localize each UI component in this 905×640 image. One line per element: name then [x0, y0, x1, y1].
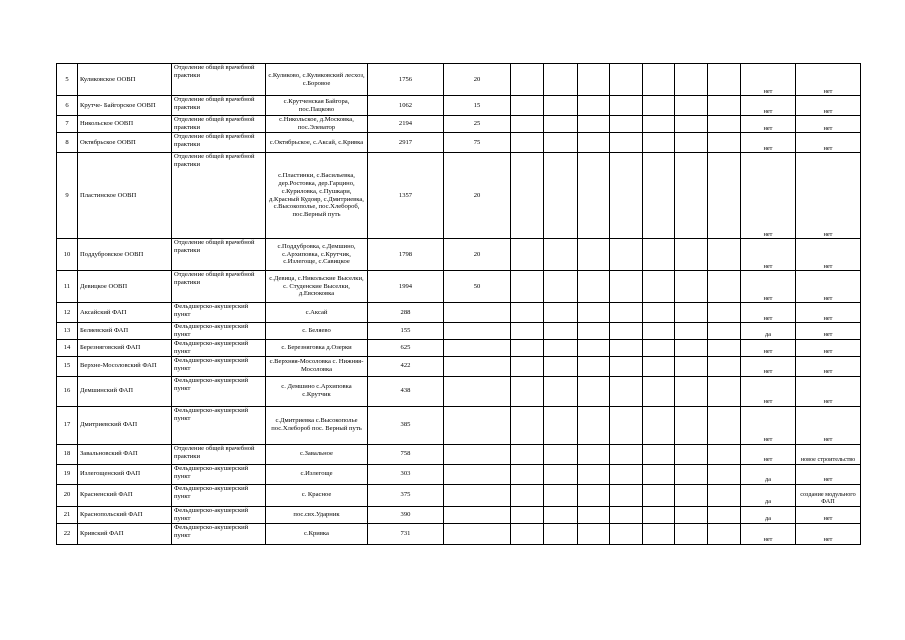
- empty-cell: [610, 339, 643, 356]
- empty-cell: [544, 484, 578, 506]
- empty-cell: [544, 523, 578, 544]
- facility-type: Отделение общей врачебной практики: [172, 64, 266, 96]
- empty-cell: [610, 376, 643, 406]
- facility-name: Красненский ФАП: [78, 484, 172, 506]
- flag-cell-1: нет: [741, 444, 796, 464]
- capacity-value: 20: [444, 239, 511, 271]
- flag-cell-1: нет: [741, 64, 796, 96]
- served-settlements: с.Аксай: [266, 303, 368, 323]
- empty-cell: [511, 323, 544, 340]
- capacity-value: 20: [444, 64, 511, 96]
- empty-cell: [708, 484, 741, 506]
- empty-cell: [708, 356, 741, 376]
- capacity-value: [444, 464, 511, 484]
- empty-cell: [675, 406, 708, 444]
- capacity-value: [444, 376, 511, 406]
- population: 2917: [368, 133, 444, 153]
- empty-cell: [544, 303, 578, 323]
- capacity-value: [444, 484, 511, 506]
- served-settlements: с.Кривка: [266, 523, 368, 544]
- empty-cell: [610, 153, 643, 239]
- served-settlements: с.Октябрьское, с.Аксай, с.Кривка: [266, 133, 368, 153]
- served-settlements: с.Поддубровка, с.Демшино, с.Архиповка, с.Крутчик, с.Излегоще, с.Савицкое: [266, 239, 368, 271]
- empty-cell: [610, 239, 643, 271]
- flag-cell-2: нет: [796, 239, 861, 271]
- empty-cell: [511, 356, 544, 376]
- row-number: 17: [57, 406, 78, 444]
- table-row: [57, 64, 861, 96]
- empty-cell: [643, 339, 675, 356]
- empty-cell: [643, 484, 675, 506]
- served-settlements: с. Красное: [266, 484, 368, 506]
- facility-name: Девицкое ООВП: [78, 271, 172, 303]
- served-settlements: с. Демшино с.Архиповка с.Крутчик: [266, 376, 368, 406]
- flag-cell-1: нет: [741, 96, 796, 116]
- empty-cell: [708, 133, 741, 153]
- flag-cell-1: нет: [741, 133, 796, 153]
- table-row: [57, 376, 861, 406]
- flag-cell-1: нет: [741, 523, 796, 544]
- row-number: 12: [57, 303, 78, 323]
- table-row: [57, 96, 861, 116]
- facility-name: Завальновский ФАП: [78, 444, 172, 464]
- empty-cell: [643, 96, 675, 116]
- empty-cell: [511, 239, 544, 271]
- empty-cell: [578, 153, 610, 239]
- empty-cell: [610, 116, 643, 133]
- capacity-value: 15: [444, 96, 511, 116]
- empty-cell: [544, 271, 578, 303]
- row-number: 19: [57, 464, 78, 484]
- row-number: 5: [57, 64, 78, 96]
- facility-type: Фельдшерско-акушерский пункт: [172, 406, 266, 444]
- empty-cell: [610, 133, 643, 153]
- empty-cell: [708, 96, 741, 116]
- flag-cell-2: нет: [796, 376, 861, 406]
- empty-cell: [544, 406, 578, 444]
- empty-cell: [511, 271, 544, 303]
- empty-cell: [643, 64, 675, 96]
- empty-cell: [610, 444, 643, 464]
- empty-cell: [708, 271, 741, 303]
- empty-cell: [544, 323, 578, 340]
- population: 758: [368, 444, 444, 464]
- row-number: 7: [57, 116, 78, 133]
- empty-cell: [675, 271, 708, 303]
- population: 375: [368, 484, 444, 506]
- empty-cell: [675, 153, 708, 239]
- served-settlements: с. Березняговка д.Озерки: [266, 339, 368, 356]
- empty-cell: [643, 356, 675, 376]
- facility-type: Отделение общей врачебной практики: [172, 239, 266, 271]
- empty-cell: [511, 133, 544, 153]
- table-row: [57, 271, 861, 303]
- empty-cell: [643, 153, 675, 239]
- empty-cell: [511, 339, 544, 356]
- flag-cell-1: нет: [741, 356, 796, 376]
- flag-cell-2: нет: [796, 96, 861, 116]
- flag-cell-2: нет: [796, 271, 861, 303]
- flag-cell-1: нет: [741, 153, 796, 239]
- facility-type: Фельдшерско-акушерский пункт: [172, 339, 266, 356]
- empty-cell: [610, 323, 643, 340]
- empty-cell: [578, 406, 610, 444]
- facility-name: Демшинский ФАП: [78, 376, 172, 406]
- row-number: 14: [57, 339, 78, 356]
- empty-cell: [511, 506, 544, 523]
- flag-cell-1: нет: [741, 303, 796, 323]
- empty-cell: [578, 464, 610, 484]
- empty-cell: [511, 64, 544, 96]
- table-row: [57, 484, 861, 506]
- facility-name: Поддубровское ООВП: [78, 239, 172, 271]
- facility-type: Фельдшерско-акушерский пункт: [172, 323, 266, 340]
- empty-cell: [610, 303, 643, 323]
- capacity-value: [444, 323, 511, 340]
- empty-cell: [578, 506, 610, 523]
- empty-cell: [578, 376, 610, 406]
- empty-cell: [675, 64, 708, 96]
- empty-cell: [675, 133, 708, 153]
- capacity-value: [444, 356, 511, 376]
- flag-cell-2: нет: [796, 153, 861, 239]
- empty-cell: [578, 484, 610, 506]
- empty-cell: [708, 64, 741, 96]
- served-settlements: с.Девица, с.Никольские Выселки, с. Студенские Выселки, д.Евсюковка: [266, 271, 368, 303]
- population: 303: [368, 464, 444, 484]
- empty-cell: [544, 464, 578, 484]
- row-number: 9: [57, 153, 78, 239]
- facility-name: Крутче- Байгорское ООВП: [78, 96, 172, 116]
- empty-cell: [610, 406, 643, 444]
- capacity-value: [444, 303, 511, 323]
- empty-cell: [578, 133, 610, 153]
- empty-cell: [544, 133, 578, 153]
- capacity-value: [444, 444, 511, 464]
- served-settlements: с.Завальное: [266, 444, 368, 464]
- served-settlements: пос.свх.Ударник: [266, 506, 368, 523]
- served-settlements: с.Верхняя-Мосоловка с. Нижняя-Мосоловка: [266, 356, 368, 376]
- flag-cell-2: нет: [796, 64, 861, 96]
- facilities-table: [56, 63, 861, 545]
- empty-cell: [708, 523, 741, 544]
- row-number: 21: [57, 506, 78, 523]
- flag-cell-2: нет: [796, 464, 861, 484]
- facility-name: Аксайский ФАП: [78, 303, 172, 323]
- served-settlements: с.Дмитриевка с.Высокополье пос.Хлебороб пос. Верный путь: [266, 406, 368, 444]
- facility-type: Фельдшерско-акушерский пункт: [172, 506, 266, 523]
- flag-cell-1: нет: [741, 376, 796, 406]
- empty-cell: [511, 406, 544, 444]
- empty-cell: [643, 376, 675, 406]
- flag-cell-1: да: [741, 506, 796, 523]
- capacity-value: 75: [444, 133, 511, 153]
- flag-cell-2: нет: [796, 323, 861, 340]
- empty-cell: [610, 464, 643, 484]
- empty-cell: [578, 339, 610, 356]
- flag-cell-2: нет: [796, 406, 861, 444]
- facility-type: Фельдшерско-акушерский пункт: [172, 464, 266, 484]
- facility-name: Дмитриевский ФАП: [78, 406, 172, 444]
- served-settlements: с.Куликово, с.Куликовский лесхоз, с.Боровое: [266, 64, 368, 96]
- flag-cell-1: нет: [741, 239, 796, 271]
- population: 422: [368, 356, 444, 376]
- facility-name: Излегощенский ФАП: [78, 464, 172, 484]
- capacity-value: [444, 406, 511, 444]
- empty-cell: [578, 523, 610, 544]
- empty-cell: [643, 323, 675, 340]
- population: 1756: [368, 64, 444, 96]
- facility-name: Верхне-Мосоловский ФАП: [78, 356, 172, 376]
- flag-cell-1: нет: [741, 271, 796, 303]
- table-row: [57, 133, 861, 153]
- population: 438: [368, 376, 444, 406]
- flag-cell-1: да: [741, 464, 796, 484]
- population: 390: [368, 506, 444, 523]
- empty-cell: [610, 64, 643, 96]
- empty-cell: [578, 323, 610, 340]
- facility-type: Фельдшерско-акушерский пункт: [172, 356, 266, 376]
- facility-type: Отделение общей врачебной практики: [172, 444, 266, 464]
- row-number: 6: [57, 96, 78, 116]
- flag-cell-2: нет: [796, 303, 861, 323]
- empty-cell: [675, 484, 708, 506]
- served-settlements: с.Пластинки, с.Васильевка, дер.Ростовка, дер.Гарцино, с.Куриловка, с.Пушкари, д.Красный Кудояр, с.Дмитриевка, с.Высокополье, пос.Хлебороб, пос.Верный путь: [266, 153, 368, 239]
- facility-name: Беляевский ФАП: [78, 323, 172, 340]
- row-number: 18: [57, 444, 78, 464]
- empty-cell: [511, 464, 544, 484]
- table-row: [57, 239, 861, 271]
- facility-name: Кривский ФАП: [78, 523, 172, 544]
- flag-cell-2: нет: [796, 339, 861, 356]
- capacity-value: 25: [444, 116, 511, 133]
- empty-cell: [610, 96, 643, 116]
- table-row: [57, 116, 861, 133]
- flag-cell-1: да: [741, 484, 796, 506]
- empty-cell: [544, 96, 578, 116]
- empty-cell: [544, 506, 578, 523]
- facility-type: Отделение общей врачебной практики: [172, 96, 266, 116]
- facility-type: Отделение общей врачебной практики: [172, 153, 266, 239]
- empty-cell: [643, 116, 675, 133]
- empty-cell: [511, 96, 544, 116]
- empty-cell: [578, 116, 610, 133]
- empty-cell: [578, 96, 610, 116]
- table-row: [57, 523, 861, 544]
- empty-cell: [610, 523, 643, 544]
- row-number: 11: [57, 271, 78, 303]
- facility-name: Пластинское ООВП: [78, 153, 172, 239]
- empty-cell: [708, 506, 741, 523]
- served-settlements: с.Излегоще: [266, 464, 368, 484]
- empty-cell: [610, 484, 643, 506]
- population: 385: [368, 406, 444, 444]
- empty-cell: [675, 116, 708, 133]
- capacity-value: [444, 339, 511, 356]
- empty-cell: [610, 506, 643, 523]
- empty-cell: [708, 339, 741, 356]
- capacity-value: 20: [444, 153, 511, 239]
- empty-cell: [578, 271, 610, 303]
- empty-cell: [675, 506, 708, 523]
- empty-cell: [708, 376, 741, 406]
- empty-cell: [675, 376, 708, 406]
- row-number: 22: [57, 523, 78, 544]
- empty-cell: [544, 153, 578, 239]
- empty-cell: [708, 323, 741, 340]
- flag-cell-2: нет: [796, 523, 861, 544]
- empty-cell: [708, 464, 741, 484]
- empty-cell: [675, 444, 708, 464]
- empty-cell: [643, 464, 675, 484]
- empty-cell: [610, 356, 643, 376]
- flag-cell-2: нет: [796, 116, 861, 133]
- empty-cell: [643, 303, 675, 323]
- capacity-value: [444, 506, 511, 523]
- empty-cell: [578, 64, 610, 96]
- row-number: 10: [57, 239, 78, 271]
- flag-cell-2: нет: [796, 133, 861, 153]
- empty-cell: [544, 116, 578, 133]
- table-row: [57, 506, 861, 523]
- empty-cell: [544, 239, 578, 271]
- empty-cell: [544, 376, 578, 406]
- empty-cell: [544, 444, 578, 464]
- row-number: 8: [57, 133, 78, 153]
- empty-cell: [708, 116, 741, 133]
- empty-cell: [578, 303, 610, 323]
- empty-cell: [708, 444, 741, 464]
- facility-name: Никольское ООВП: [78, 116, 172, 133]
- empty-cell: [578, 444, 610, 464]
- empty-cell: [610, 271, 643, 303]
- facility-name: Березняговский ФАП: [78, 339, 172, 356]
- empty-cell: [643, 271, 675, 303]
- flag-cell-2: создание модульного ФАП: [796, 484, 861, 506]
- empty-cell: [675, 239, 708, 271]
- empty-cell: [643, 506, 675, 523]
- population: 1357: [368, 153, 444, 239]
- empty-cell: [708, 153, 741, 239]
- flag-cell-1: нет: [741, 116, 796, 133]
- flag-cell-2: новое строительство: [796, 444, 861, 464]
- capacity-value: [444, 523, 511, 544]
- facility-type: Фельдшерско-акушерский пункт: [172, 376, 266, 406]
- served-settlements: с. Беляево: [266, 323, 368, 340]
- facility-type: Отделение общей врачебной практики: [172, 133, 266, 153]
- facility-type: Фельдшерско-акушерский пункт: [172, 303, 266, 323]
- empty-cell: [511, 116, 544, 133]
- empty-cell: [708, 303, 741, 323]
- population: 155: [368, 323, 444, 340]
- empty-cell: [675, 356, 708, 376]
- row-number: 20: [57, 484, 78, 506]
- table-row: [57, 356, 861, 376]
- empty-cell: [511, 303, 544, 323]
- empty-cell: [511, 376, 544, 406]
- table-row: [57, 339, 861, 356]
- flag-cell-1: да: [741, 323, 796, 340]
- row-number: 15: [57, 356, 78, 376]
- empty-cell: [643, 133, 675, 153]
- served-settlements: с.Крутченская Байгора, пос.Пацково: [266, 96, 368, 116]
- population: 1994: [368, 271, 444, 303]
- empty-cell: [511, 153, 544, 239]
- table-row: [57, 303, 861, 323]
- empty-cell: [675, 339, 708, 356]
- facility-type: Фельдшерско-акушерский пункт: [172, 484, 266, 506]
- facility-name: Куликовское ООВП: [78, 64, 172, 96]
- table-row: [57, 406, 861, 444]
- empty-cell: [544, 356, 578, 376]
- facility-type: Фельдшерско-акушерский пункт: [172, 523, 266, 544]
- table-row: [57, 153, 861, 239]
- table-row: [57, 464, 861, 484]
- capacity-value: 50: [444, 271, 511, 303]
- empty-cell: [643, 444, 675, 464]
- empty-cell: [675, 96, 708, 116]
- population: 1062: [368, 96, 444, 116]
- served-settlements: с.Никольское, д.Московка, пос.Элеватор: [266, 116, 368, 133]
- empty-cell: [708, 406, 741, 444]
- empty-cell: [511, 484, 544, 506]
- empty-cell: [511, 523, 544, 544]
- population: 731: [368, 523, 444, 544]
- empty-cell: [643, 523, 675, 544]
- empty-cell: [511, 444, 544, 464]
- empty-cell: [578, 356, 610, 376]
- flag-cell-1: нет: [741, 339, 796, 356]
- empty-cell: [643, 406, 675, 444]
- empty-cell: [578, 239, 610, 271]
- empty-cell: [544, 339, 578, 356]
- empty-cell: [643, 239, 675, 271]
- population: 625: [368, 339, 444, 356]
- empty-cell: [675, 323, 708, 340]
- facility-type: Отделение общей врачебной практики: [172, 116, 266, 133]
- table-row: [57, 323, 861, 340]
- table-row: [57, 444, 861, 464]
- empty-cell: [708, 239, 741, 271]
- empty-cell: [675, 303, 708, 323]
- empty-cell: [544, 64, 578, 96]
- flag-cell-2: нет: [796, 506, 861, 523]
- empty-cell: [675, 523, 708, 544]
- facility-name: Октябрьское ООВП: [78, 133, 172, 153]
- facility-type: Отделение общей врачебной практики: [172, 271, 266, 303]
- row-number: 16: [57, 376, 78, 406]
- population: 1798: [368, 239, 444, 271]
- row-number: 13: [57, 323, 78, 340]
- population: 2194: [368, 116, 444, 133]
- population: 288: [368, 303, 444, 323]
- empty-cell: [675, 464, 708, 484]
- facility-name: Краснопольский ФАП: [78, 506, 172, 523]
- flag-cell-1: нет: [741, 406, 796, 444]
- flag-cell-2: нет: [796, 356, 861, 376]
